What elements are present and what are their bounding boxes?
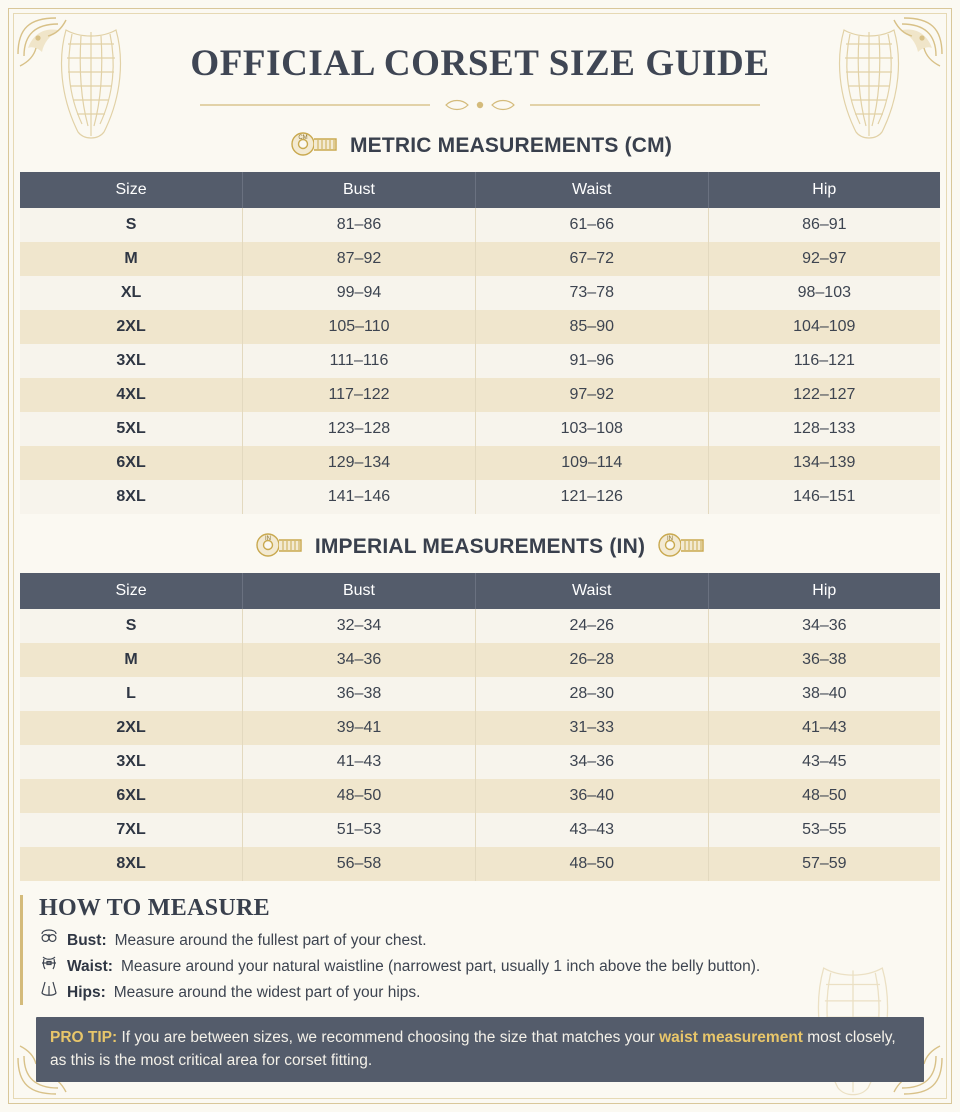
page-title: OFFICIAL CORSET SIZE GUIDE <box>190 43 770 84</box>
cell-size: 7XL <box>20 813 243 847</box>
svg-text:CM: CM <box>298 134 308 141</box>
cell-hip: 146–151 <box>708 480 940 514</box>
metric-section-title: METRIC MEASUREMENTS (CM) <box>349 134 673 158</box>
cell-size: M <box>20 242 243 276</box>
cell-waist: 43–43 <box>475 813 708 847</box>
cell-bust: 81–86 <box>243 208 476 242</box>
cell-hip: 41–43 <box>708 711 940 745</box>
cell-waist: 97–92 <box>475 378 708 412</box>
title-divider-ornament <box>200 97 760 113</box>
cell-waist: 28–30 <box>475 677 708 711</box>
cell-waist: 91–96 <box>475 344 708 378</box>
svg-text:IN: IN <box>667 535 674 542</box>
cell-bust: 87–92 <box>243 242 476 276</box>
cell-bust: 39–41 <box>243 711 476 745</box>
cell-size: L <box>20 677 243 711</box>
measure-item-waist <box>39 954 940 979</box>
cell-waist: 36–40 <box>475 779 708 813</box>
imperial-section-heading <box>20 530 940 565</box>
bust-icon <box>39 928 59 953</box>
table-row <box>20 310 940 344</box>
cell-waist: 26–28 <box>475 643 708 677</box>
column-header-size: Size <box>20 573 243 609</box>
cell-bust: 111–116 <box>243 344 476 378</box>
cell-hip: 48–50 <box>708 779 940 813</box>
table-row <box>20 208 940 242</box>
cell-size: S <box>20 609 243 643</box>
table-row <box>20 711 940 745</box>
pro-tip-text-before: If you are between sizes, we recommend choosing the size that matches your <box>117 1029 660 1047</box>
cell-size: 6XL <box>20 779 243 813</box>
cell-bust: 99–94 <box>243 276 476 310</box>
cell-waist: 121–126 <box>475 480 708 514</box>
cell-size: M <box>20 643 243 677</box>
column-header-waist: Waist <box>475 172 708 208</box>
cell-size: 6XL <box>20 446 243 480</box>
cell-bust: 51–53 <box>243 813 476 847</box>
imperial-size-table <box>20 573 940 881</box>
cell-hip: 104–109 <box>708 310 940 344</box>
table-row <box>20 745 940 779</box>
cell-waist: 73–78 <box>475 276 708 310</box>
cell-hip: 34–36 <box>708 609 940 643</box>
cell-hip: 38–40 <box>708 677 940 711</box>
cell-waist: 34–36 <box>475 745 708 779</box>
title-block <box>20 0 940 113</box>
cell-size: S <box>20 208 243 242</box>
measure-item-hips <box>39 980 940 1005</box>
metric-section-heading <box>20 129 940 164</box>
cell-waist: 109–114 <box>475 446 708 480</box>
pro-tip-label: PRO TIP: <box>50 1029 118 1047</box>
cell-hip: 122–127 <box>708 378 940 412</box>
cell-hip: 86–91 <box>708 208 940 242</box>
how-to-measure-section <box>20 895 940 1006</box>
pro-tip-text-after: most closely, as this is the most critical area for corset fitting. <box>50 1029 896 1069</box>
table-row <box>20 242 940 276</box>
pro-tip-highlight: waist measurement <box>659 1029 803 1047</box>
cell-waist: 24–26 <box>475 609 708 643</box>
cell-size: 3XL <box>20 745 243 779</box>
cell-size: XL <box>20 276 243 310</box>
metric-size-table <box>20 172 940 514</box>
measure-label-waist: Waist: <box>67 957 113 975</box>
column-header-size: Size <box>20 172 243 208</box>
measure-text-bust: Measure around the fullest part of your chest. <box>114 931 427 949</box>
measure-text-waist: Measure around your natural waistline (narrowest part, usually 1 inch above the belly button). <box>120 957 761 975</box>
column-header-hip: Hip <box>708 573 940 609</box>
table-header-row <box>20 172 940 208</box>
table-row <box>20 412 940 446</box>
how-to-measure-heading: HOW TO MEASURE <box>39 894 270 921</box>
cell-size: 5XL <box>20 412 243 446</box>
cell-hip: 128–133 <box>708 412 940 446</box>
cell-waist: 103–108 <box>475 412 708 446</box>
table-row <box>20 847 940 881</box>
cell-bust: 129–134 <box>243 446 476 480</box>
cell-waist: 61–66 <box>475 208 708 242</box>
measuring-tape-in-icon-right <box>655 530 707 565</box>
hips-icon <box>39 980 59 1005</box>
cell-bust: 32–34 <box>243 609 476 643</box>
column-header-waist: Waist <box>475 573 708 609</box>
cell-waist: 48–50 <box>475 847 708 881</box>
column-header-bust: Bust <box>243 172 476 208</box>
cell-hip: 98–103 <box>708 276 940 310</box>
cell-bust: 34–36 <box>243 643 476 677</box>
cell-size: 2XL <box>20 310 243 344</box>
table-row <box>20 446 940 480</box>
cell-waist: 67–72 <box>475 242 708 276</box>
cell-bust: 117–122 <box>243 378 476 412</box>
cell-hip: 43–45 <box>708 745 940 779</box>
table-row <box>20 779 940 813</box>
cell-size: 8XL <box>20 847 243 881</box>
table-row <box>20 378 940 412</box>
pro-tip-banner <box>36 1017 924 1082</box>
cell-hip: 57–59 <box>708 847 940 881</box>
table-row <box>20 677 940 711</box>
svg-text:IN: IN <box>264 535 271 542</box>
cell-bust: 123–128 <box>243 412 476 446</box>
cell-bust: 48–50 <box>243 779 476 813</box>
waist-icon <box>39 954 59 979</box>
table-header-row <box>20 573 940 609</box>
column-header-hip: Hip <box>708 172 940 208</box>
cell-hip: 92–97 <box>708 242 940 276</box>
measuring-tape-cm-icon <box>288 129 340 164</box>
measure-label-hips: Hips: <box>67 984 106 1002</box>
imperial-section-title: IMPERIAL MEASUREMENTS (IN) <box>314 535 646 559</box>
cell-size: 4XL <box>20 378 243 412</box>
table-row <box>20 643 940 677</box>
measure-label-bust: Bust: <box>67 931 107 949</box>
cell-bust: 141–146 <box>243 480 476 514</box>
cell-bust: 105–110 <box>243 310 476 344</box>
cell-hip: 116–121 <box>708 344 940 378</box>
cell-hip: 36–38 <box>708 643 940 677</box>
measuring-tape-in-icon <box>253 530 305 565</box>
cell-bust: 41–43 <box>243 745 476 779</box>
cell-bust: 56–58 <box>243 847 476 881</box>
cell-waist: 85–90 <box>475 310 708 344</box>
cell-hip: 134–139 <box>708 446 940 480</box>
cell-bust: 36–38 <box>243 677 476 711</box>
cell-size: 2XL <box>20 711 243 745</box>
table-row <box>20 276 940 310</box>
table-row <box>20 609 940 643</box>
measure-item-bust <box>39 928 940 953</box>
measure-text-hips: Measure around the widest part of your hips. <box>113 984 421 1002</box>
table-row <box>20 480 940 514</box>
cell-hip: 53–55 <box>708 813 940 847</box>
table-row <box>20 344 940 378</box>
column-header-bust: Bust <box>243 573 476 609</box>
cell-size: 8XL <box>20 480 243 514</box>
cell-waist: 31–33 <box>475 711 708 745</box>
cell-size: 3XL <box>20 344 243 378</box>
table-row <box>20 813 940 847</box>
